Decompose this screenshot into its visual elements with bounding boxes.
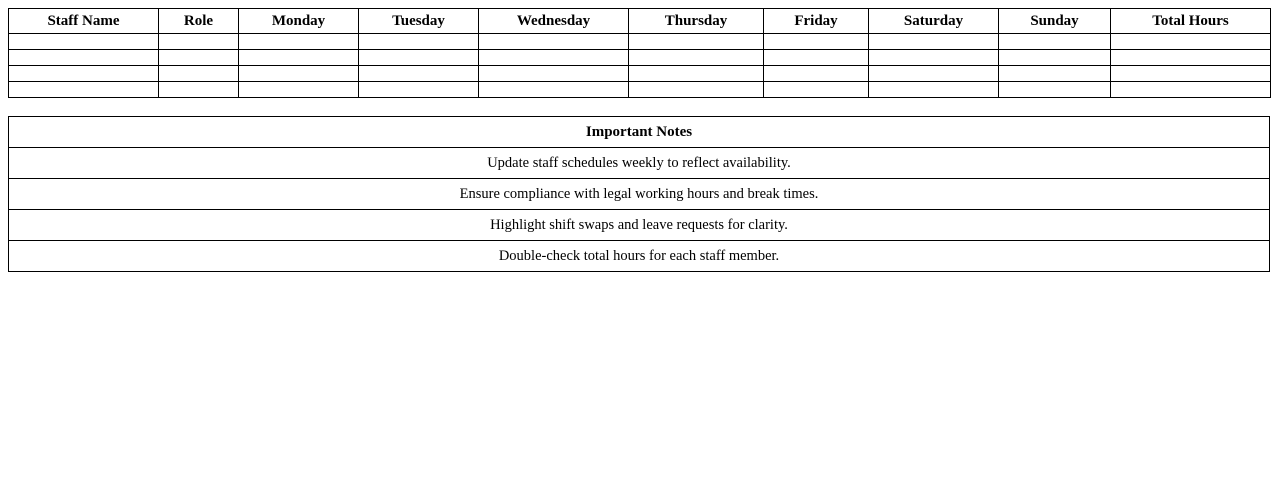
- notes-header-row: [9, 117, 1270, 148]
- table-row: [9, 66, 1271, 82]
- cell-monday[interactable]: [239, 82, 359, 98]
- cell-role[interactable]: [159, 50, 239, 66]
- table-gap-divider: [8, 98, 1270, 116]
- cell-saturday[interactable]: [869, 50, 999, 66]
- cell-total-hours[interactable]: [1111, 34, 1271, 50]
- notes-table-head: [9, 117, 1270, 148]
- cell-staff-name[interactable]: [9, 34, 159, 50]
- cell-tuesday[interactable]: [359, 34, 479, 50]
- column-header-wednesday: Wednesday: [479, 9, 629, 34]
- cell-staff-name[interactable]: [9, 66, 159, 82]
- cell-thursday[interactable]: [629, 34, 764, 50]
- important-notes-table: [8, 116, 1270, 272]
- list-item: [9, 241, 1270, 272]
- list-item: [9, 179, 1270, 210]
- cell-wednesday[interactable]: [479, 50, 629, 66]
- column-header-staff-name: Staff Name: [9, 9, 159, 34]
- list-item: [9, 148, 1270, 179]
- cell-total-hours[interactable]: [1111, 66, 1271, 82]
- cell-saturday[interactable]: [869, 82, 999, 98]
- column-header-friday: Friday: [764, 9, 869, 34]
- cell-sunday[interactable]: [999, 82, 1111, 98]
- note-text: Double-check total hours for each staff member.: [9, 241, 1270, 272]
- list-item: [9, 210, 1270, 241]
- schedule-table-head: [9, 9, 1271, 34]
- cell-staff-name[interactable]: [9, 82, 159, 98]
- column-header-thursday: Thursday: [629, 9, 764, 34]
- cell-thursday[interactable]: [629, 82, 764, 98]
- cell-sunday[interactable]: [999, 66, 1111, 82]
- table-row: [9, 82, 1271, 98]
- cell-sunday[interactable]: [999, 34, 1111, 50]
- column-header-saturday: Saturday: [869, 9, 999, 34]
- notes-table-body: [9, 148, 1270, 272]
- column-header-total-hours: Total Hours: [1111, 9, 1271, 34]
- notes-table-title: Important Notes: [9, 117, 1270, 148]
- cell-friday[interactable]: [764, 82, 869, 98]
- cell-staff-name[interactable]: [9, 50, 159, 66]
- cell-wednesday[interactable]: [479, 66, 629, 82]
- cell-thursday[interactable]: [629, 66, 764, 82]
- column-header-role: Role: [159, 9, 239, 34]
- cell-thursday[interactable]: [629, 50, 764, 66]
- note-text: Update staff schedules weekly to reflect availability.: [9, 148, 1270, 179]
- cell-wednesday[interactable]: [479, 34, 629, 50]
- note-text: Highlight shift swaps and leave requests for clarity.: [9, 210, 1270, 241]
- cell-role[interactable]: [159, 66, 239, 82]
- schedule-header-row: [9, 9, 1271, 34]
- cell-friday[interactable]: [764, 66, 869, 82]
- cell-monday[interactable]: [239, 34, 359, 50]
- cell-total-hours[interactable]: [1111, 50, 1271, 66]
- schedule-table-body: [9, 34, 1271, 98]
- cell-wednesday[interactable]: [479, 82, 629, 98]
- cell-role[interactable]: [159, 82, 239, 98]
- cell-saturday[interactable]: [869, 34, 999, 50]
- column-header-monday: Monday: [239, 9, 359, 34]
- cell-tuesday[interactable]: [359, 66, 479, 82]
- column-header-tuesday: Tuesday: [359, 9, 479, 34]
- cell-saturday[interactable]: [869, 66, 999, 82]
- cell-tuesday[interactable]: [359, 50, 479, 66]
- cell-friday[interactable]: [764, 34, 869, 50]
- table-row: [9, 50, 1271, 66]
- cell-monday[interactable]: [239, 66, 359, 82]
- note-text: Ensure compliance with legal working hours and break times.: [9, 179, 1270, 210]
- table-row: [9, 34, 1271, 50]
- staff-schedule-table: [8, 8, 1271, 98]
- cell-sunday[interactable]: [999, 50, 1111, 66]
- cell-friday[interactable]: [764, 50, 869, 66]
- cell-role[interactable]: [159, 34, 239, 50]
- cell-monday[interactable]: [239, 50, 359, 66]
- cell-tuesday[interactable]: [359, 82, 479, 98]
- column-header-sunday: Sunday: [999, 9, 1111, 34]
- cell-total-hours[interactable]: [1111, 82, 1271, 98]
